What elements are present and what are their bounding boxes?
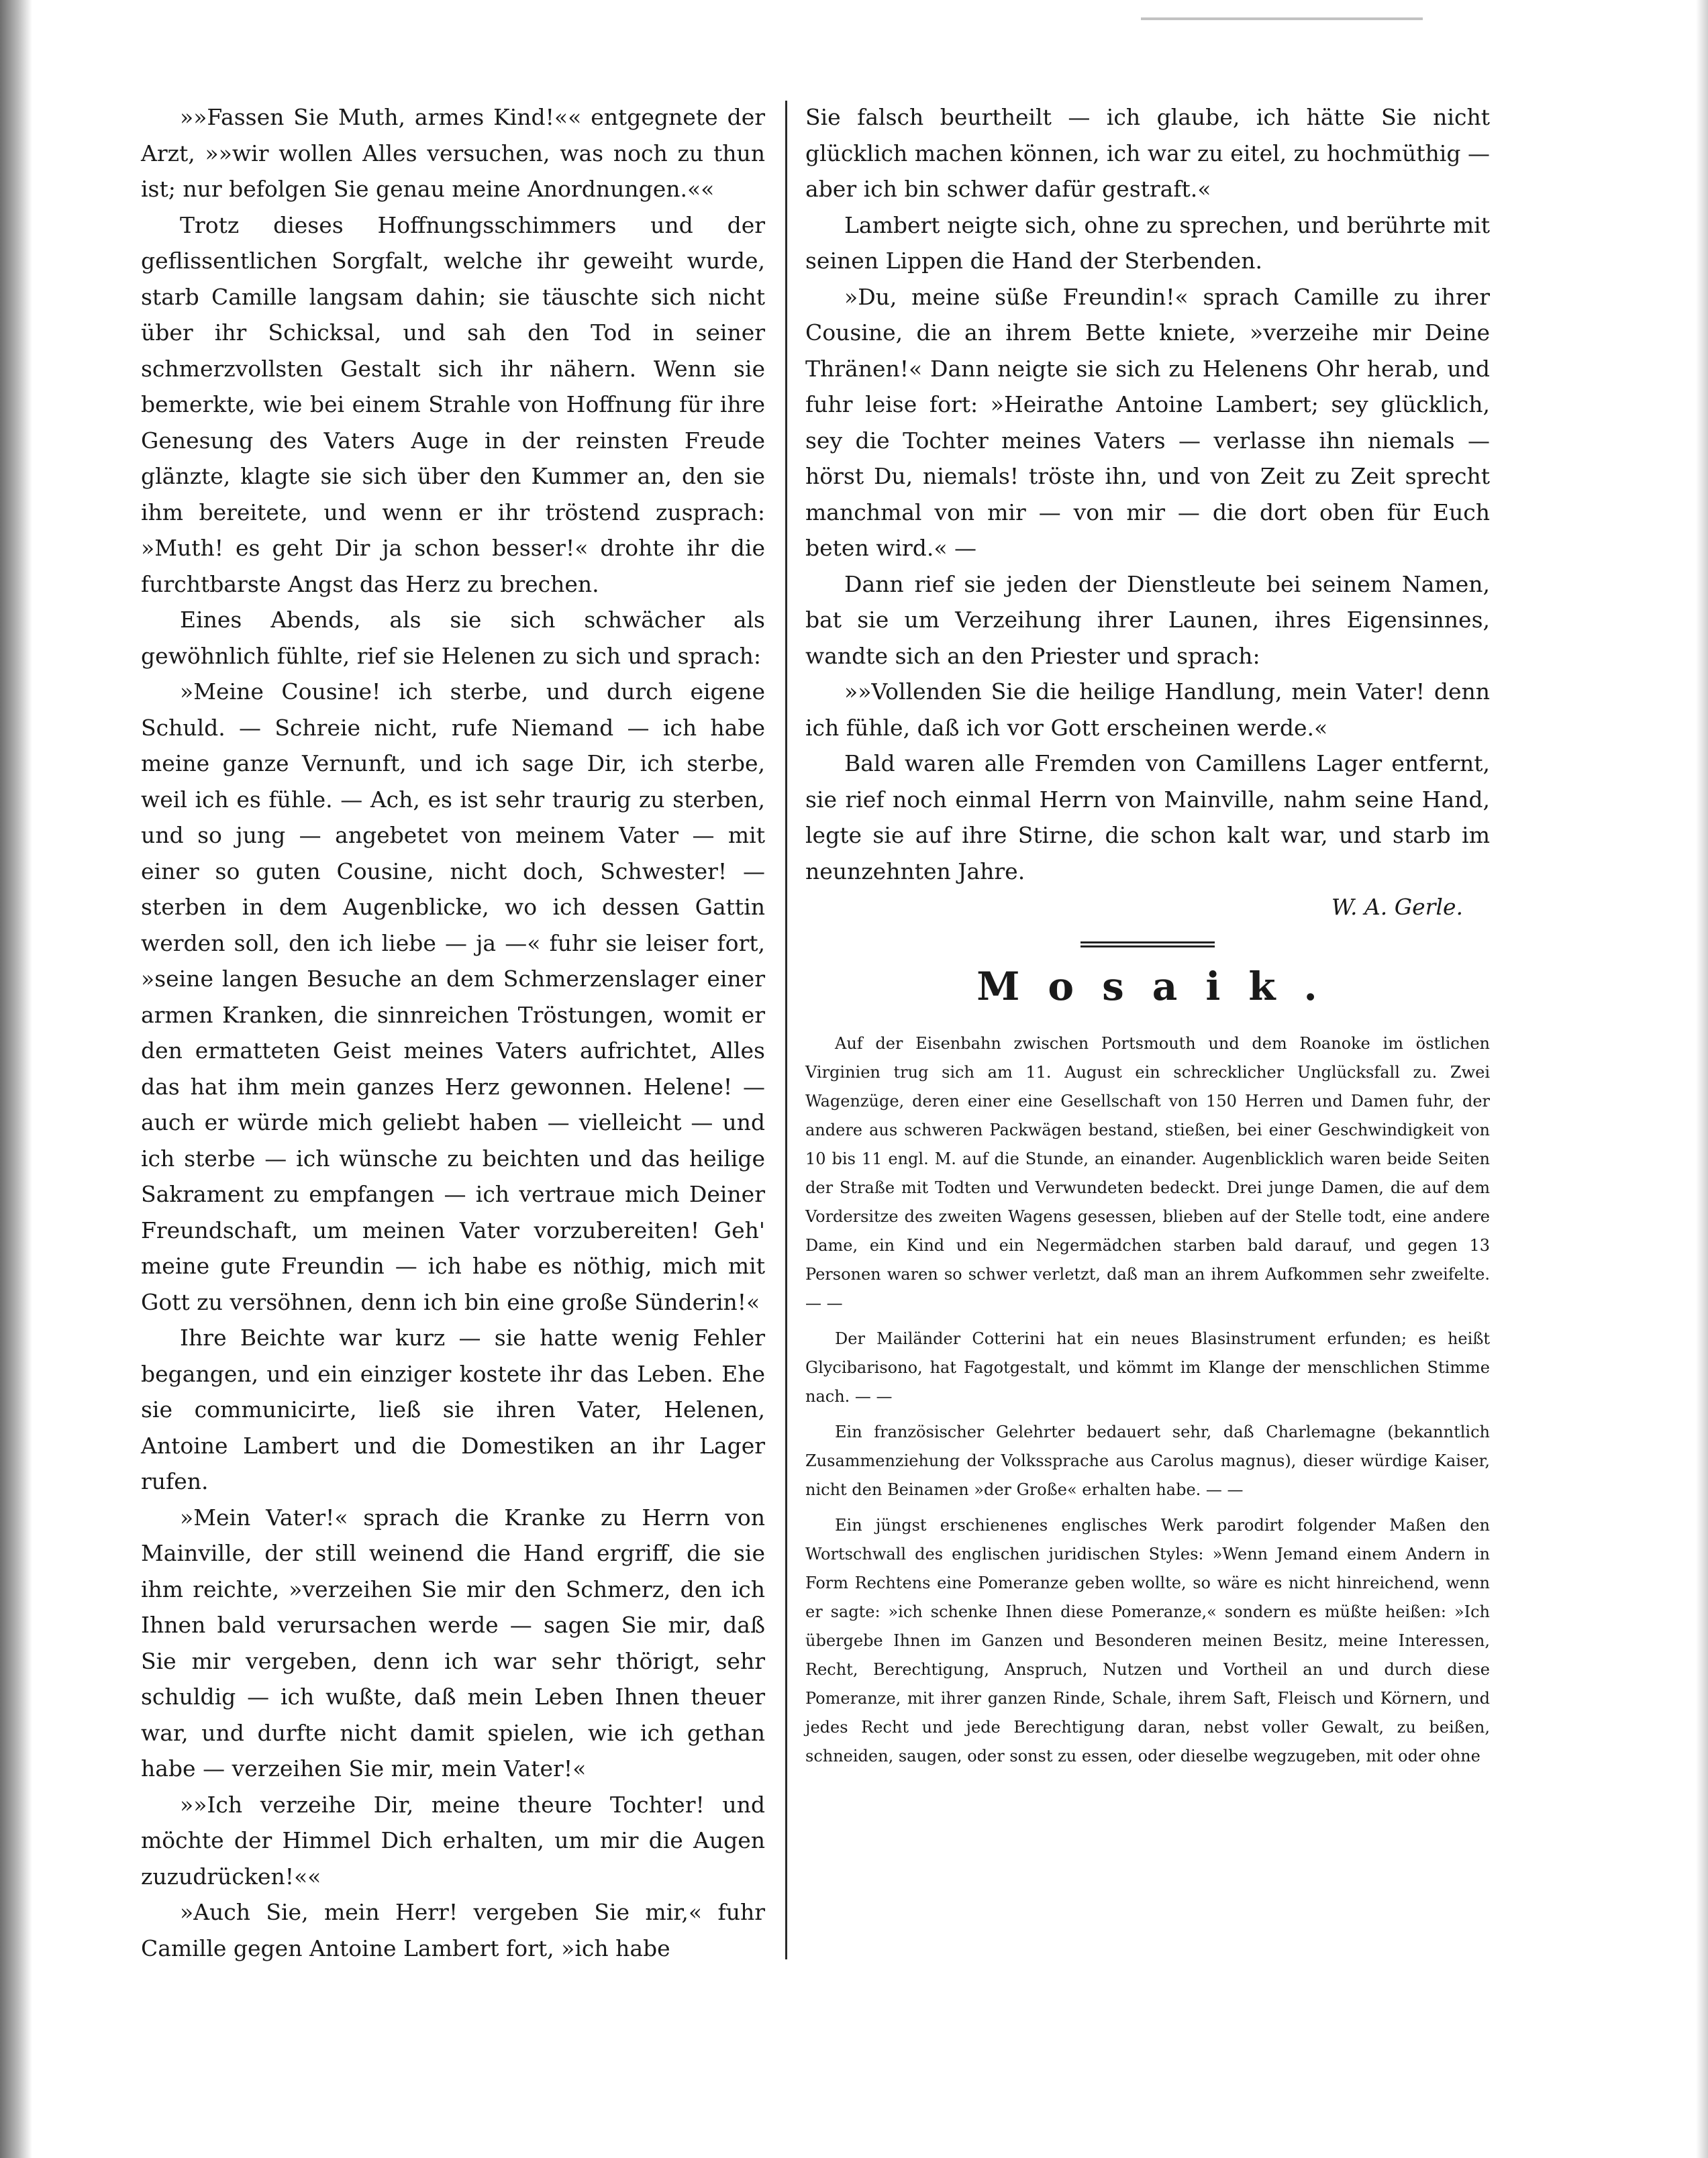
paragraph: »»Ich verzeihe Dir, meine theure Tochter! und möchte der Himmel Dich erhalten, um mir die Augen zuzudrücken!«« (141, 1791, 765, 1890)
paragraph: Ihre Beichte war kurz — sie hatte wenig Fehler begangen, und ein einziger kostete ihr das Leben. Ehe sie communicirte, ließ sie ihren Vater, Helenen, Antoine Lambert und die Domestiken an ihr Lager rufen. (141, 1325, 765, 1494)
news-item: Ein jüngst erschienenes englisches Werk parodirt folgender Maßen den Wortschwall des englischen juridischen Styles: »Wenn Jemand einem Andern in Form Rechtens eine Pomeranze geben wollte, so wäre es nicht hinreichend, wenn er sagte: »ich schenke Ihnen diese Pomeranze,« sondern es müßte heißen: »Ich übergebe Ihnen im Ganzen und Besonderen meinen Besitz, meine Interessen, Recht, Berechtigung, Anspruch, Nutzen und Vortheil an und durch diese Pomeranze, mit ihrer ganzen Rinde, Schale, ihrem Saft, Fleisch und Körnern, und jedes Recht und jede Berechtigung daran, nebst voller Gewalt, zu beißen, schneiden, saugen, oder sonst zu essen, oder dieselbe wegzugeben, mit oder ohne (805, 1515, 1490, 1765)
paragraph: »Du, meine süße Freundin!« sprach Camille zu ihrer Cousine, die an ihrem Bette kniete, »verzeihe mir Deine Thränen!« Dann neigte sie sich zu Helenens Ohr herab, und fuhr leise fort: »Heirathe Antoine Lambert; sey glücklich, sey die Tochter meines Vaters — verlasse ihn niemals — hörst Du, niemals! tröste ihn, und von Zeit zu Zeit sprecht manchmal von mir — von mir — die dort oben für Euch beten wird.« — (805, 283, 1490, 561)
paragraph: Trotz dieses Hoffnungsschimmers und der geflissentlichen Sorgfalt, welche ihr geweiht wurde, starb Camille langsam dahin; sie täuschte sich nicht über ihr Schicksal, und sah den Tod in seiner schmerzvollsten Gestalt sich ihr nähern. Wenn sie bemerkte, wie bei einem Strahle von Hoffnung für ihre Genesung des Vaters Auge in der reinsten Freude glänzte, klagte sie sich über den Kummer an, den sie ihm bereitete, und wenn er ihr tröstend zusprach: »Muth! es geht Dir ja schon besser!« drohte ihr die furchtbarste Angst das Herz zu brechen. (141, 211, 765, 597)
paragraph: Dann rief sie jeden der Dienstleute bei seinem Namen, bat sie um Verzeihung ihrer Launen, ihres Eigensinnes, wandte sich an den Priester und sprach: (805, 570, 1490, 669)
paragraph: Lambert neigte sich, ohne zu sprechen, und berührte mit seinen Lippen die Hand der Sterbenden. (805, 211, 1490, 274)
paragraph: »Meine Cousine! ich sterbe, und durch eigene Schuld. — Schreie nicht, rufe Niemand — ich habe meine ganze Vernunft, und ich sage Dir, ich sterbe, weil ich es fühle. — Ach, es ist sehr traurig zu sterben, und so jung — angebetet von meinem Vater — mit einer so guten Cousine, nicht doch, Schwester! — sterben in dem Augenblicke, wo ich dessen Gattin werden soll, den ich liebe — ja —« fuhr sie leiser fort, »seine langen Besuche an dem Schmerzenslager einer armen Kranken, die sinnreichen Tröstungen, womit er den ermatteten Geist meines Vaters aufrichtet, Alles das hat ihm mein ganzes Herz gewonnen. Helene! — auch er würde mich geliebt haben — vielleicht — und ich sterbe — ich wünsche zu beichten und das heilige Sakrament zu empfangen — ich vertraue mich Deiner Freundschaft, um meinen Vater vorzubereiten! Geh' meine gute Freundin — ich habe es nöthig, mich mit Gott zu versöhnen, denn ich bin eine große Sünderin!« (141, 678, 765, 1315)
news-item: Ein französischer Gelehrter bedauert sehr, daß Charlemagne (bekanntlich Zusammenziehung der Volkssprache aus Carolus magnus), dieser würdige Kaiser, nicht den Beinamen »der Große« erhalten habe. — — (805, 1422, 1490, 1499)
news-item: Auf der Eisenbahn zwischen Portsmouth und dem Roanoke im östlichen Virginien trug sich am 11. August ein schrecklicher Unglücksfall zu. Zwei Wagenzüge, deren einer eine Gesellschaft von 150 Herren und Damen fuhr, der andere aus schweren Packwägen bestand, stießen, bei einer Geschwindigkeit von 10 bis 11 engl. M. auf die Stunde, an einander. Augenblicklich waren beide Seiten der Straße mit Todten und Verwundeten bedeckt. Drei junge Damen, die auf dem Vordersitze des zweiten Wagens gesessen, blieben auf der Stelle todt, eine andere Dame, ein Kind und ein Negermädchen starben bald darauf, und gegen 13 Personen waren so schwer verletzt, daß man an ihrem Aufkommen sehr zweifelte. — — (805, 1033, 1490, 1313)
news-item: Der Mailänder Cotterini hat ein neues Blasinstrument erfunden; es heißt Glycibarisono, hat Fagotgestalt, und kömmt im Klange der menschlichen Stimme nach. — — (805, 1329, 1490, 1406)
scan-binding-shadow (0, 0, 32, 2158)
author-signature: W. A. Gerle. (1331, 894, 1463, 920)
paragraph: »Auch Sie, mein Herr! vergeben Sie mir,« fuhr Camille gegen Antoine Lambert fort, »ich habe (141, 1899, 765, 1961)
paragraph: Eines Abends, als sie sich schwächer als gewöhnlich fühlte, rief sie Helenen zu sich und sprach: (141, 607, 765, 669)
paragraph: »»Vollenden Sie die heilige Handlung, mein Vater! denn ich fühle, daß ich vor Gott erscheinen werde.« (805, 678, 1490, 741)
section-divider (1081, 941, 1215, 947)
paragraph: »Mein Vater!« sprach die Kranke zu Herrn von Mainville, der still weinend die Hand ergriff, die sie ihm reichte, »verzeihen Sie mir den Schmerz, den ich Ihnen bald verursachen werde — sagen Sie mir, daß Sie mir vergeben, denn ich war sehr thörigt, sehr schuldig — ich wußte, daß mein Leben Ihnen theuer war, und durfte nicht damit spielen, wie ich gethan habe — verzeihen Sie mir, mein Vater!« (141, 1504, 765, 1782)
right-text-column (805, 99, 1490, 1778)
section-title: Mosaik. (976, 963, 1346, 1009)
scan-edge-shadow (1696, 0, 1708, 2158)
paragraph: Bald waren alle Fremden von Camillens Lager entfernt, sie rief noch einmal Herrn von Mainville, nahm seine Hand, legte sie auf ihre Stirne, die schon kalt war, und starb im neunzehnten Jahre. (805, 750, 1490, 884)
scan-artifact-line (1141, 17, 1423, 20)
paragraph: »»Fassen Sie Muth, armes Kind!«« entgegnete der Arzt, »»wir wollen Alles versuchen, was noch zu thun ist; nur befolgen Sie genau meine Anordnungen.«« (141, 104, 765, 202)
column-divider (785, 101, 787, 1959)
left-text-column (141, 99, 765, 1966)
paragraph: Sie falsch beurtheilt — ich glaube, ich hätte Sie nicht glücklich machen können, ich war zu eitel, zu hochmüthig — aber ich bin schwer dafür gestraft.« (805, 104, 1490, 202)
